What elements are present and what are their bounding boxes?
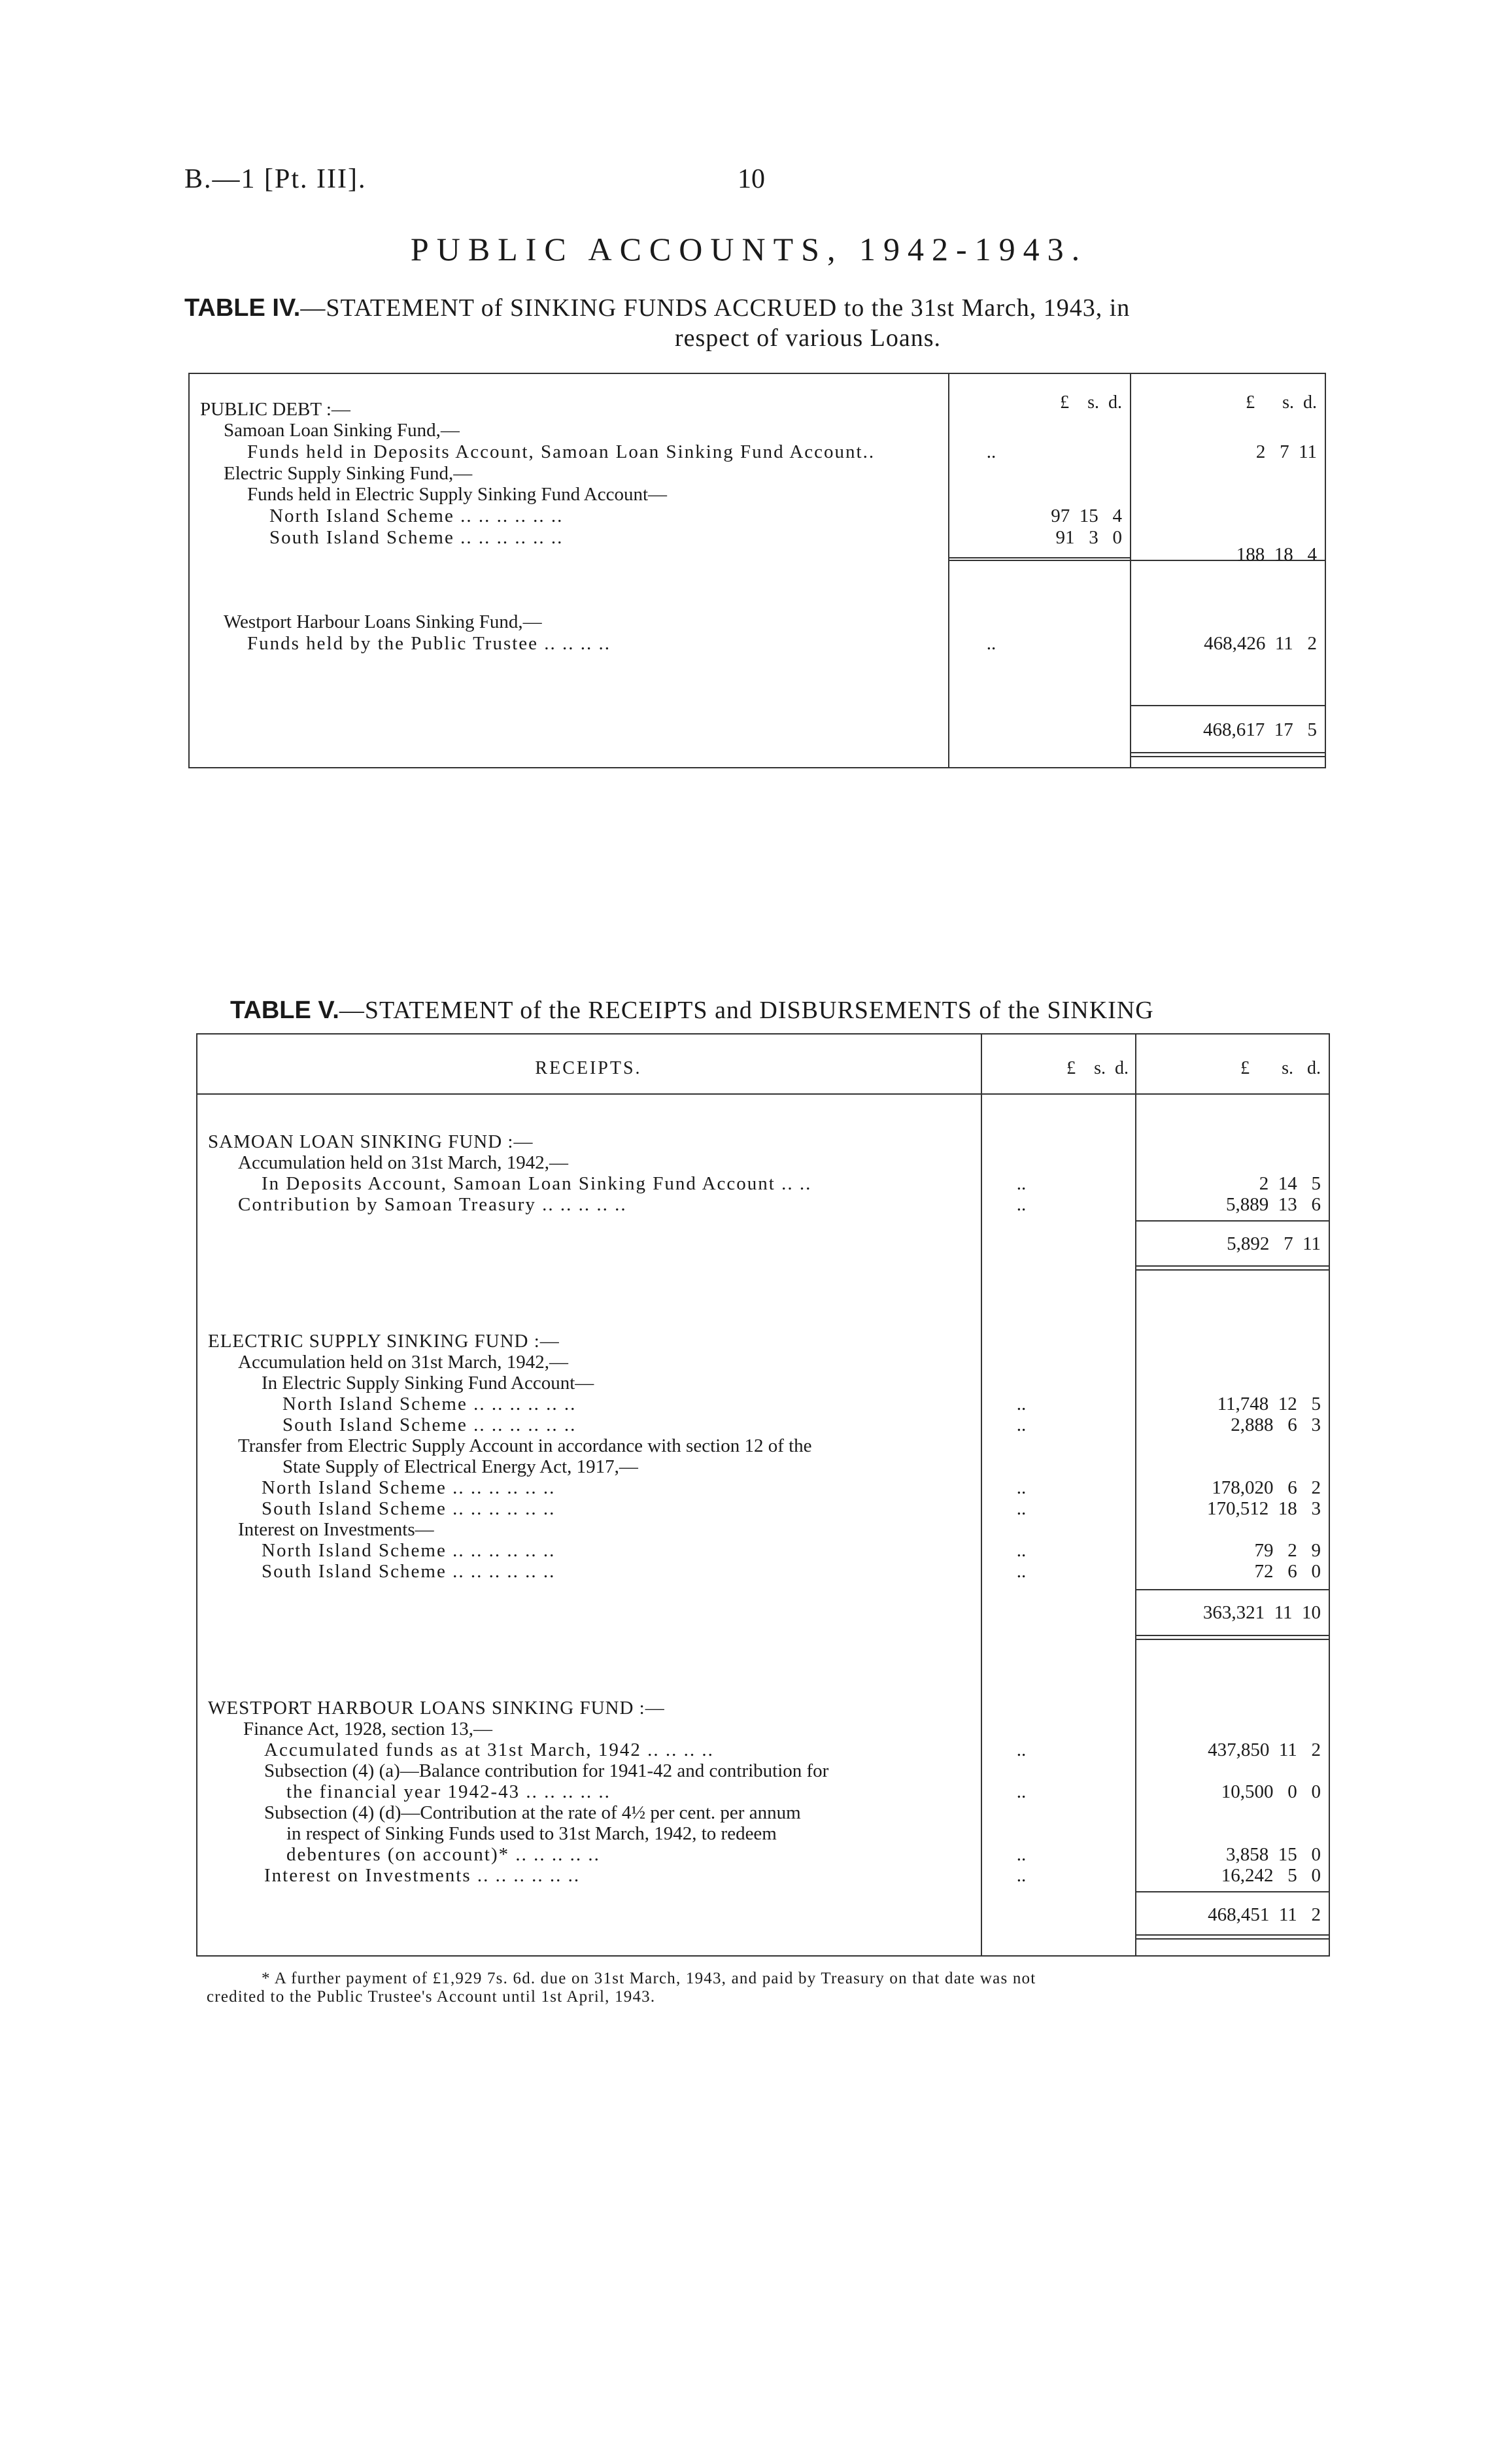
table5-col1-header: £ s. d.	[1066, 1058, 1129, 1078]
electric-accumulation: Accumulation held on 31st March, 1942,—	[238, 1352, 568, 1373]
electric-account: In Electric Supply Sinking Fund Account—	[262, 1373, 594, 1394]
table4-title-line2: respect of various Loans.	[675, 324, 941, 352]
table4-row-samoan-deposits: Funds held in Deposits Account, Samoan Loan Sinking Fund Account..	[247, 441, 876, 462]
table4-row-north-island-c1: 97 15 4	[1051, 505, 1122, 526]
table5-title	[230, 995, 1329, 1025]
table4-row-south-island: South Island Scheme .. .. .. .. .. ..	[269, 527, 564, 548]
westport-interest: Interest on Investments .. .. .. .. .. ..	[264, 1865, 581, 1886]
footnote-line2: credited to the Public Trustee's Account until 1st April, 1943.	[207, 1988, 656, 2006]
table4-row-samoan-deposits-c2: 2 7 11	[1255, 441, 1317, 462]
samoan-contribution-c2: 5,889 13 6	[1226, 1194, 1321, 1215]
samoan-deposits-c2: 2 14 5	[1259, 1173, 1321, 1194]
table4-col2-header: £ s. d.	[1246, 392, 1317, 413]
table4-tag: TABLE IV.	[184, 294, 301, 322]
electric-north-2: North Island Scheme .. .. .. .. .. ..	[262, 1477, 556, 1498]
table5-tag: TABLE V.	[230, 997, 339, 1024]
table4-row-electric-account: Funds held in Electric Supply Sinking Fund Account—	[247, 484, 668, 505]
electric-north-3-c2: 79 2 9	[1254, 1540, 1321, 1561]
table4-row-samoan-fund: Samoan Loan Sinking Fund,—	[224, 420, 460, 441]
table4-title	[184, 293, 1322, 323]
table4-row-westport-trustee-c1: ..	[986, 633, 996, 654]
westport-financial-year-c2: 10,500 0 0	[1221, 1781, 1321, 1802]
page-number: 10	[738, 164, 765, 194]
westport-sinking-funds: in respect of Sinking Funds used to 31st March, 1942, to redeem	[286, 1823, 777, 1844]
electric-south-3: South Island Scheme .. .. .. .. .. ..	[262, 1561, 556, 1582]
table4-row-westport-trustee: Funds held by the Public Trustee .. .. .. ..	[247, 633, 611, 654]
electric-north-1-c1: ..	[1016, 1394, 1027, 1414]
westport-section-head: WESTPORT HARBOUR LOANS SINKING FUND :—	[208, 1698, 665, 1719]
samoan-contribution-c1: ..	[1016, 1194, 1027, 1215]
electric-north-1: North Island Scheme .. .. .. .. .. ..	[282, 1394, 577, 1414]
westport-debentures-c1: ..	[1016, 1844, 1027, 1865]
table4-row-samoan-deposits-c1: ..	[986, 441, 996, 462]
electric-south-3-c2: 72 6 0	[1254, 1561, 1321, 1582]
table4-title-line1: —STATEMENT of SINKING FUNDS ACCRUED to the 31st March, 1943, in	[300, 294, 1131, 322]
document-title: PUBLIC ACCOUNTS, 1942-1943.	[410, 231, 1088, 267]
table4-row-westport-trustee-c2: 468,426 11 2	[1204, 633, 1317, 654]
page-reference: B.—1 [Pt. III].	[184, 164, 367, 194]
samoan-deposits: In Deposits Account, Samoan Loan Sinking Fund Account .. ..	[262, 1173, 812, 1194]
electric-south-2-c1: ..	[1016, 1498, 1027, 1519]
table4-grand-total: 468,617 17 5	[1203, 719, 1317, 740]
westport-debentures: debentures (on account)* .. .. .. .. ..	[286, 1844, 600, 1865]
table4-row-electric-subtotal-c2: 188 18 4	[1236, 544, 1317, 565]
westport-interest-c2: 16,242 5 0	[1221, 1865, 1321, 1886]
electric-interest: Interest on Investments—	[238, 1519, 434, 1540]
table4-row-public-debt: PUBLIC DEBT :—	[200, 399, 350, 420]
electric-north-2-c1: ..	[1016, 1477, 1027, 1498]
westport-finance-act: Finance Act, 1928, section 13,—	[243, 1719, 492, 1739]
table5-title-line1: —STATEMENT of the RECEIPTS and DISBURSEMENTS of the SINKING	[339, 997, 1154, 1024]
westport-accumulated-c1: ..	[1016, 1739, 1027, 1760]
table4-row-south-island-c1: 91 3 0	[1055, 527, 1122, 548]
samoan-contribution: Contribution by Samoan Treasury .. .. .. .. ..	[238, 1194, 627, 1215]
samoan-total: 5,892 7 11	[1227, 1233, 1321, 1254]
westport-accumulated: Accumulated funds as at 31st March, 1942 .. .. .. ..	[264, 1739, 714, 1760]
electric-transfer: Transfer from Electric Supply Account in accordance with section 12 of the	[238, 1435, 812, 1456]
electric-north-2-c2: 178,020 6 2	[1212, 1477, 1321, 1498]
electric-north-3: North Island Scheme .. .. .. .. .. ..	[262, 1540, 556, 1561]
electric-south-2-c2: 170,512 18 3	[1207, 1498, 1321, 1519]
electric-south-2: South Island Scheme .. .. .. .. .. ..	[262, 1498, 556, 1519]
table4-row-westport-fund: Westport Harbour Loans Sinking Fund,—	[224, 611, 542, 632]
table5-receipts-header: RECEIPTS.	[535, 1058, 642, 1078]
electric-transfer-act: State Supply of Electrical Energy Act, 1917,—	[282, 1456, 638, 1477]
electric-south-3-c1: ..	[1016, 1561, 1027, 1582]
electric-total: 363,321 11 10	[1202, 1602, 1321, 1623]
table5-col2-header: £ s. d.	[1240, 1058, 1321, 1078]
footnote-line1: * A further payment of £1,929 7s. 6d. due on 31st March, 1943, and paid by Treasury on that date was not	[262, 1970, 1036, 1987]
electric-section-head: ELECTRIC SUPPLY SINKING FUND :—	[208, 1331, 560, 1352]
table4-col1-header: £ s. d.	[1060, 392, 1122, 413]
table5	[196, 1033, 1330, 1957]
westport-accumulated-c2: 437,850 11 2	[1208, 1739, 1321, 1760]
table4	[188, 373, 1326, 768]
westport-subsection-a: Subsection (4) (a)—Balance contribution for 1941-42 and contribution for	[264, 1760, 829, 1781]
westport-debentures-c2: 3,858 15 0	[1226, 1844, 1321, 1865]
westport-interest-c1: ..	[1016, 1865, 1027, 1886]
electric-north-3-c1: ..	[1016, 1540, 1027, 1561]
table4-row-electric-fund: Electric Supply Sinking Fund,—	[224, 463, 473, 484]
westport-subsection-d: Subsection (4) (d)—Contribution at the rate of 4½ per cent. per annum	[264, 1802, 801, 1823]
westport-total: 468,451 11 2	[1208, 1904, 1321, 1925]
electric-south-1: South Island Scheme .. .. .. .. .. ..	[282, 1414, 577, 1435]
samoan-deposits-c1: ..	[1016, 1173, 1027, 1194]
samoan-section-head: SAMOAN LOAN SINKING FUND :—	[208, 1131, 534, 1152]
westport-financial-year-c1: ..	[1016, 1781, 1027, 1802]
electric-north-1-c2: 11,748 12 5	[1217, 1394, 1321, 1414]
electric-south-1-c2: 2,888 6 3	[1231, 1414, 1321, 1435]
table4-row-north-island: North Island Scheme .. .. .. .. .. ..	[269, 505, 564, 526]
electric-south-1-c1: ..	[1016, 1414, 1027, 1435]
samoan-accumulation: Accumulation held on 31st March, 1942,—	[238, 1152, 568, 1173]
westport-financial-year: the financial year 1942-43 .. .. .. .. ..	[286, 1781, 611, 1802]
